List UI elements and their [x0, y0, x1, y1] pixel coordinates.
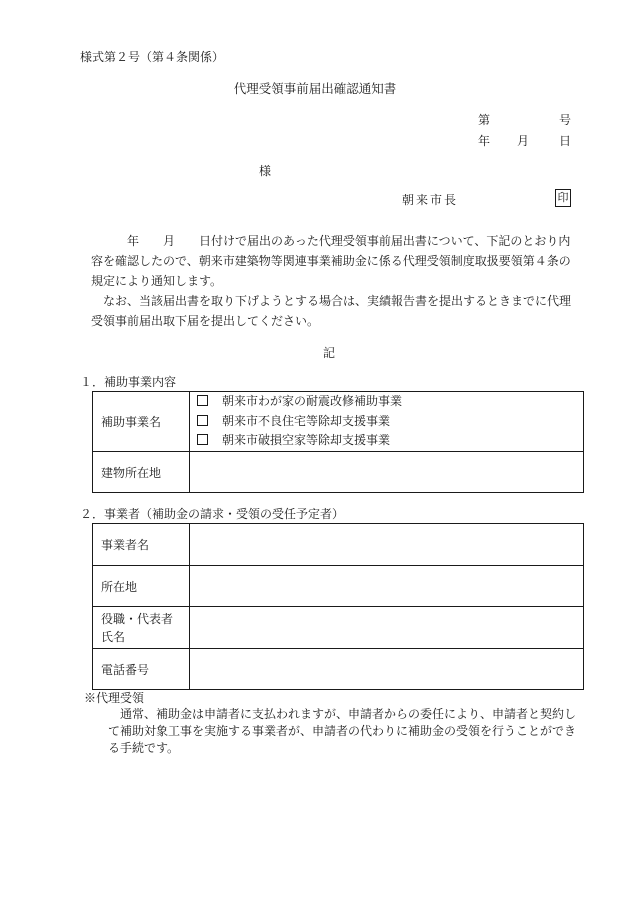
date-year: 年 [478, 134, 491, 148]
option-label: 朝来市破損空家等除却支援事業 [222, 433, 391, 448]
seal-mark: 印 [555, 189, 571, 207]
contractor-name-field[interactable] [190, 524, 584, 566]
checkbox-icon[interactable] [197, 395, 208, 406]
table-row [93, 566, 584, 607]
date-day: 日 [559, 134, 572, 148]
section1-heading: １．補助事業内容 [80, 375, 177, 389]
representative-label-line2: 氏名 [101, 629, 126, 644]
note-title: ※代理受領 [84, 691, 145, 705]
project-option[interactable] [190, 412, 583, 432]
contractor-name-label: 事業者名 [93, 524, 190, 566]
table-row [93, 607, 584, 649]
project-name-label: 補助事業名 [93, 392, 190, 452]
representative-label-line1: 役職・代表者 [101, 611, 174, 626]
number-prefix: 第 [478, 113, 491, 127]
checkbox-icon[interactable] [197, 434, 208, 445]
body-paragraph-2: なお、当該届出書を取り下げようとする場合は、実績報告書を提出するときまでに代理受領事前届出取下届を提出してください。 [91, 294, 572, 328]
ki-heading: 記 [323, 346, 336, 360]
table-row [93, 649, 584, 690]
option-label: 朝来市不良住宅等除却支援事業 [222, 413, 391, 428]
table-row [93, 452, 584, 493]
date-month: 月 [517, 134, 530, 148]
option-label: 朝来市わが家の耐震改修補助事業 [222, 394, 403, 409]
document-title: 代理受領事前届出確認通知書 [233, 81, 397, 96]
checkbox-icon[interactable] [197, 415, 208, 426]
building-location-label: 建物所在地 [93, 452, 190, 493]
project-option[interactable] [190, 431, 583, 451]
recipient-honorific: 様 [259, 164, 272, 178]
section2-heading: ２．事業者（補助金の請求・受領の受任予定者） [80, 507, 345, 521]
project-options [190, 392, 584, 452]
contractor-address-label: 所在地 [93, 566, 190, 607]
project-table [92, 391, 584, 493]
table-row [93, 392, 584, 452]
project-option[interactable] [190, 392, 583, 412]
issuer-name: 朝来市長 [402, 193, 459, 207]
phone-field[interactable] [190, 649, 584, 690]
contractor-address-field[interactable] [190, 566, 584, 607]
number-suffix: 号 [559, 113, 572, 127]
representative-label [93, 607, 190, 649]
note-text: 通常、補助金は申請者に支払われますが、申請者からの委任により、申請者と契約して補助対象工事を実施する事業者が、申請者の代わりに補助金の受領を行うことができる手続です。 [108, 707, 577, 755]
building-location-field[interactable] [190, 452, 584, 493]
representative-field[interactable] [190, 607, 584, 649]
form-number: 様式第２号（第４条関係） [80, 50, 225, 64]
body-paragraph-1: 年 月 日付けで届出のあった代理受領事前届出書について、下記のとおり内容を確認したので、朝来市建築物等関連事業補助金に係る代理受領制度取扱要領第４条の規定により通知します。 [91, 234, 571, 288]
table-row [93, 524, 584, 566]
contractor-table [92, 523, 584, 690]
phone-label: 電話番号 [93, 649, 190, 690]
